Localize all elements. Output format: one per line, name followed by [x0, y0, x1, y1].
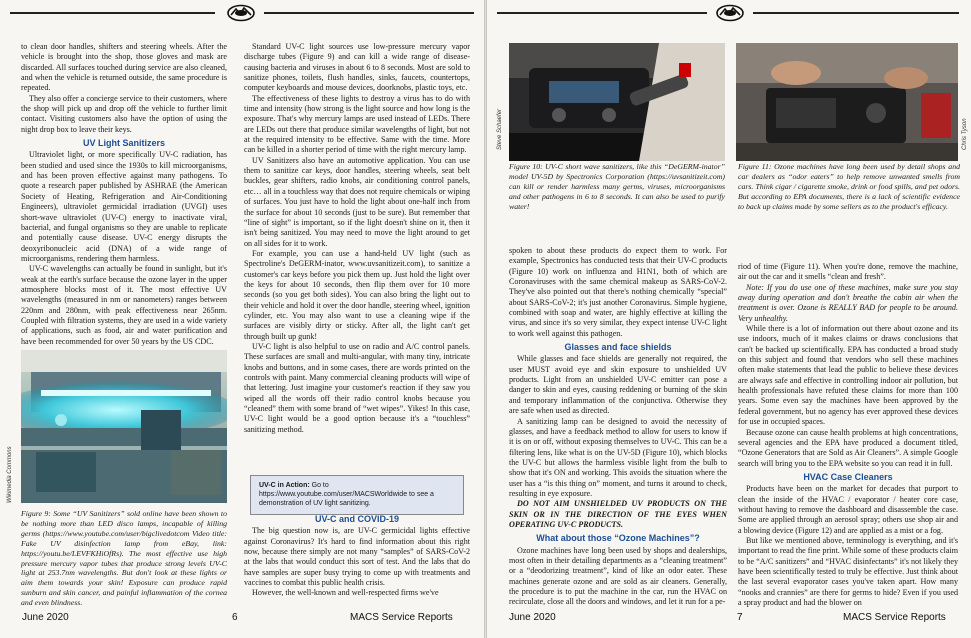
macs-logo-icon	[226, 4, 256, 22]
paragraph: They also offer a concierge service to their customers, where the shop will pick up and drop off the vehicle to further limit contact. Visiting customers also have the option of using the night drop box to leave their keys.	[21, 93, 227, 134]
footer-title: MACS Service Reports	[843, 612, 946, 623]
footer-title: MACS Service Reports	[350, 612, 453, 623]
figure-10-caption: Figure 10: UV-C short wave sanitizers, like this “DeGERM-inator” model UV-5D by Spectronics Corporation (https://uvsanitizeit.com) can kill or render harmless many germs, viruses, microorganisms and other pathogens in 6 to 8 seconds. It can also be used to purify water!	[509, 162, 725, 211]
paragraph: Ultraviolet light, or more specifically UV-C radiation, has been studied and used since the 1930s to kill microorganisms, and has been proven effective against many pathogens. To quote a research paper published by ASHRAE (the American Society of Heating, Refrigeration and Air-Conditioning Engineers), ultraviolet germicidal irradiation (UVGI) uses short-wave ultraviolet (UV-C) energy to inactivate viral, bacterial, and fungal organisms so they are unable to replicate and potentially cause disease. UV-C energy disrupts the deoxyribonucleic acid (DNA) of a wide range of microorganisms, rendering them harmless.	[21, 150, 227, 263]
figure-11-photo	[736, 43, 958, 161]
figure-11-caption: Figure 11: Ozone machines have long been used by detail shops and car dealers as “odor eaters” to help remove unwanted smells from cars. Think cigar / cigarette smoke, drink or food spills, and pet odors. But according to EPA documents, there is a lack of scientific evidence to back up claims made by some sellers as to the product's efficacy.	[738, 162, 960, 211]
lab-uv-lamp-image	[21, 350, 227, 503]
header-rule-left	[497, 12, 707, 14]
footer-page-number: 6	[232, 612, 238, 623]
left-page	[0, 0, 484, 638]
paragraph: UV Sanitizers also have an automotive application. You can use them to sanitize car keys, door handles, steering wheels, seat belt buckles, gear shifters, radio knobs, air conditioning control panels, etc… all in a touchless way that does not require chemicals or wiping of surfaces. You just have to hold the light about one-half inch from the surface for about 10 seconds (just to be sure). But remember that “line of sight” is important, so if the light doesn't shine on it, then it isn't being sanitized. You may need to move the light around to get on all sides for it to work.	[244, 155, 470, 248]
paragraph: Standard UV-C light sources use low-pressure mercury vapor discharge tubes (Figure 9) and can kill a wide range of disease-causing bacteria and viruses in about 6 to 8 seconds. Most are sold to sanitize phones, toilets, flush handles, sinks, faucets, countertops, computer keyboards and mouse devices, doorknobs, plastic toys, etc.	[244, 42, 470, 93]
paragraph: For example, you can use a hand-held UV light (such as Spectroline's DeGERM-inator, www.uvsanitizeit.com), to sanitize a customer's car keys before you pick them up. Just hold the light over the keys for about 10 seconds, then flip them over for 10 more seconds (so you get both sides). You can also bring the light out to their vehicle and hold it over the door handle, steering wheel, ignition cylinder, etc. You may also want to use a cleaning wipe if the surfaces are visibly dirty or sticky. After all, the light can't get through built up gunk!	[244, 248, 470, 341]
paragraph: A sanitizing lamp can be designed to avoid the necessity of glasses, and have a feedback method to allow for users to know if it is on or off, without exposing themselves to UV-C. This can be a filtering lens, like what is on the UV-5D (Figure 10), which blocks the UV-C but allows the harmless visible light from the bulb to show that it's ON and working. This avoids the situation where the user has a “is this thing on” moment, and turns it around to check, resulting in eye exposure.	[509, 416, 727, 498]
header-rule-right	[264, 12, 474, 14]
paragraph: to clean door handles, shifters and steering wheels. After the vehicle is brought into the shop, those gloves and mask are discarded. All surfaces touched during service are also cleaned, and when the vehicle is returned outside, the same procedure is repeated.	[21, 42, 227, 93]
ozone-machine-image	[736, 43, 958, 161]
right-column-2	[738, 262, 958, 608]
section-heading: What about those “Ozone Machines”?	[536, 533, 700, 544]
left-column-2	[244, 42, 470, 435]
figure-9-photo	[21, 350, 227, 503]
footer-page-number: 7	[737, 612, 743, 623]
header-rule-left	[10, 12, 215, 14]
paragraph: riod of time (Figure 11). When you're done, remove the machine, air out the car and it smells “clean and fresh”.	[738, 262, 958, 282]
note-paragraph: Note: If you do use one of these machines, make sure you stay away during operation and don't breathe the cabin air when the treatment is over. Ozone is REALLY BAD for people to be around. Very unhealthy.	[738, 282, 958, 323]
paragraph: The effectiveness of these lights to destroy a virus has to do with time and intensity (how strong is the light source and how long is the exposure. That's why mercury lamps are used instead of LEDs. There are LEDs out there that produce similar wavelengths of light, but not at the required intensity to be effective. Same with the time. More can be killed in a shorter period of time with the right mercury lamp.	[244, 93, 470, 155]
paragraph: But like we mentioned above, terminology is everything, and it's important to read the fine print. While some of these products claim to be “A/C sanitizers” and “HVAC disinfectants” it's not likely they have been scientifically tested to truly be effective. Just think about the last several evaporator cases you've taken apart. How many “nooks and crannies” are there for germs to hide? Even if you used a spray product and had the blower on	[738, 535, 958, 607]
right-page	[487, 0, 971, 638]
paragraph: UV-C wavelengths can actually be found in sunlight, but it's weak at the earth's surface because the ozone layer in the upper atmosphere blocks most of it. The most effective UV wavelengths (measured in nm or nanometers) ranges between 220nm and 280nm, with peak effectiveness near 265nm. Coupled with filtration systems, they are used in a wide variety of applications, such as food, air and water purification and have been recommended for over 50 years by the US CDC.	[21, 264, 227, 346]
warning-text: DO NOT AIM UNSHIELDED UV PRODUCTS ON THE SKIN OR IN THE DIRECTION OF THE EYES WHEN OPERATING UV-C PRODUCTS.	[509, 499, 727, 529]
callout-text: Go to https://www.youtube.com/user/MACSWorldwide to see a demonstration of UV light sanitizing.	[259, 482, 434, 507]
figure-9-caption: Figure 9: Some “UV Sanitizers” sold online have been shown to be nothing more than LED disco lamps, incapable of killing germs (https://www.youtube.com/user/bigclivedotcom Video title: Fake UV disinfection lamp from eBay, link: https://youtu.be/LEVFKHiOfRs). The most effective use high pressure mercury vapor tubes that produce strong levels UV-C light at 253.7nm wavelengths. But don't look at these lights or aim them towards your skin! Exposure can produce rapid sunburn and skin cancer, and painful inflammation of the cornea and even blindness.	[21, 509, 227, 608]
photo-credit: Wikimedia Commons	[7, 446, 13, 503]
footer-date: June 2020	[509, 612, 556, 623]
uv-in-action-callout	[250, 475, 464, 515]
section-heading: HVAC Case Cleaners	[803, 471, 893, 482]
paragraph: While glasses and face shields are generally not required, the user MUST avoid eye and skin exposure to unshielded UV products. Light from an unshielded UV-C emitter can pose a danger to skin and eyes, causing reddening or burning of the skin and temporary inflammation of the conjunctiva. Otherwise they are safe when used as directed.	[509, 354, 727, 416]
car-dashboard-uv-image	[509, 43, 725, 161]
paragraph: Ozone machines have long been used by shops and dealerships, most often in their detailing departments as a “cleaning treatment” or a “deodorizing treatment”, kind of like an odor eater. These machines generate ozone and are sold as air cleaners. Generally, the procedure is to put the machine in the car, run the HVAC on recirculate, close all the doors and windows, and let it run for a pe-	[509, 545, 727, 607]
paragraph: While there is a lot of information out there about ozone and its use indoors, much of it makes claims or draws conclusions that can't be backed up scientifically. EPA has conducted a broad study on this subject and found that vendors who sell these machines often make statements that lead the public to believe these devices are always safe and effective in controlling indoor air pollution, but health professionals have refuted these claims for more than 100 years. Some even say the machines have been approved by the federal government, but no agency has ever approved these devices for use in occupied spaces.	[738, 324, 958, 427]
left-column-1	[21, 42, 227, 347]
paragraph: However, the well-known and well-respected firms we've	[252, 588, 439, 598]
paragraph: UV-C light is also helpful to use on radio and A/C control panels. These surfaces are small and multi-angular, with many tiny, intricate knobs and buttons, and in some cases, there are words printed on the controls with paint. Many commercial cleaning products will wipe of that lettering. Just imagine your customer's reaction if they saw you wiped all the words off their radio control knobs because you “cleaned” them with some brand of “wet wipes”. Yikes! In this case, UV-C light would be a good option because it's a “touchless” sanitizing method.	[244, 341, 470, 434]
header-rule-right	[753, 12, 959, 14]
left-column-2-bottom	[244, 511, 470, 599]
section-heading: Glasses and face shields	[564, 342, 672, 353]
paragraph: The big question now is, are UV-C germicidal lights effective against Coronavirus? It's hard to find information about this right now, because there simply are not many “samples” of SARS-CoV-2 at the labs that would conduct this sort of test. And the labs that do have samples are super busy trying to come up with treatments and vaccines to combat this public health crisis.	[244, 526, 470, 588]
section-heading: UV Light Sanitizers	[82, 138, 165, 149]
section-heading: UV-C and COVID-19	[314, 514, 399, 524]
callout-label: UV-C in Action:	[259, 482, 310, 489]
photo-credit: Steve Schaefer	[497, 108, 503, 150]
paragraph: spoken to about these products do expect them to work. For example, Spectronics has conducted tests that their UV-C products (Figure 10) work on influenza and H1N1, both of which are Coronaviruses with the same chemical makeup as SARS-CoV-2. They've also pointed out that there's nothing chemically “special” about SARS-CoV-2; it's just another Coronavirus. Simple hygiene, combined with soap and water, are highly effective at killing the virus, and since it's so very similar, they expect intense UV-C light to work well against this pathogen.	[509, 246, 727, 338]
paragraph: Because ozone can cause health problems at high concentrations, several agencies and the EPA have produced a document titled, “Ozone Generators that are Sold as Air Cleaners”. A simple Google search will bring you to the EPA website so you can read it in full.	[738, 427, 958, 468]
macs-logo-icon	[715, 4, 745, 22]
photo-credit: Chris Tyson	[962, 118, 968, 150]
footer-date: June 2020	[22, 612, 69, 623]
right-column-1	[509, 246, 727, 608]
paragraph: Products have been on the market for decades that purport to clean the inside of the HVAC / evaporator / heater core case, without having to remove the dashboard and disassemble the case. Some are applied through an aerosol spray; others use shop air and a blowing device (Figure 12) and are applied as a mist or a fog.	[738, 484, 958, 535]
figure-10-photo	[509, 43, 725, 161]
